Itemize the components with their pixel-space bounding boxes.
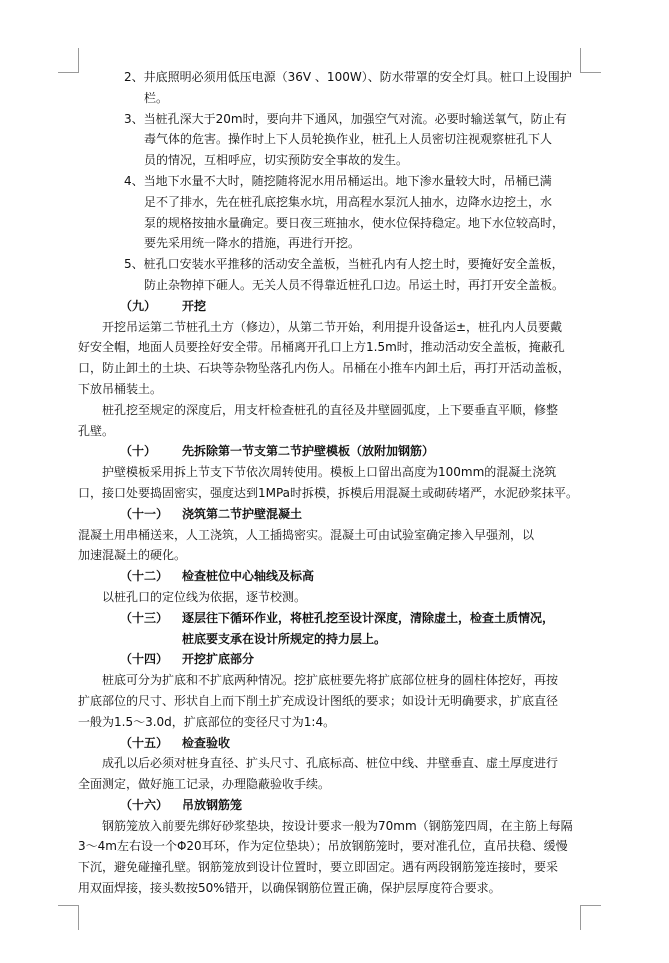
list-item-line: 员的情况，互相呼应，切实预防安全事故的发生。 xyxy=(144,153,409,168)
list-item-line: 栏。 xyxy=(144,90,169,105)
list-item-line: 足不了排水，先在桩孔底挖集水坑，用高程水泵沉人抽水，边降水边挖土，水 xyxy=(144,194,553,209)
paragraph-line: 开挖吊运第二节桩孔土方（修边），从第二节开始，利用提升设备运±，桩孔内人员要戴 xyxy=(102,319,563,334)
list-item-line: 要先采用统一降水的措施，再进行开挖。 xyxy=(144,236,361,251)
section-heading-13: （十三） 逐层往下循环作业，将桩孔挖至设计深度，清除虚土，检查土质情况， xyxy=(120,610,555,625)
paragraph-line: 加速混凝土的硬化。 xyxy=(78,548,187,563)
list-item-line: 防止杂物掉下砸人。无关人员不得靠近桩孔口边。吊运土时，再打开安全盖板。 xyxy=(144,277,565,292)
paragraph-line: 好安全帽，地面人员要拴好安全带。吊桶离开孔口上方1.5m时，推动活动安全盖板，掩蔽孔 xyxy=(78,340,565,355)
paragraph-line: 护壁模板采用拆上节支下节依次周转使用。模板上口留出高度为100mm的混凝土浇筑 xyxy=(102,465,557,480)
section-heading-15: （十五） 检查验收 xyxy=(120,735,231,750)
paragraph-line: 以桩孔口的定位线为依据，逐节校测。 xyxy=(102,589,307,604)
crop-mark-bottom-right xyxy=(580,905,601,930)
paragraph-line: 全面测定，做好施工记录，办理隐蔽验收手续。 xyxy=(78,777,331,792)
list-item-2: 2、井底照明必须用低压电源（36V 、100W）、防水带罩的安全灯具。桩口上设围护 xyxy=(124,70,572,84)
list-item-4: 4、当地下水量不大时，随挖随将泥水用吊桶运出。地下渗水量较大时，吊桶已满 xyxy=(124,173,552,188)
list-item-line: 毒气体的危害。操作时上下人员轮换作业，桩孔上人员密切注视观察桩孔下人 xyxy=(144,132,553,147)
section-heading-12: （十二） 检查桩位中心轴线及标高 xyxy=(120,569,315,584)
paragraph-line: 下放吊桶装土。 xyxy=(78,381,163,396)
document-body xyxy=(78,67,586,899)
section-heading-11: （十一） 浇筑第二节护壁混凝土 xyxy=(120,506,303,521)
paragraph-line: 孔壁。 xyxy=(78,423,115,438)
paragraph-line: 桩底可分为扩底和不扩底两种情况。挖扩底桩要先将扩底部位桩身的圆柱体挖好，再按 xyxy=(102,673,559,688)
paragraph-line: 桩孔挖至规定的深度后，用支杆检查桩孔的直径及井壁圆弧度，上下要垂直平顺，修整 xyxy=(102,402,559,417)
section-heading-10: （十） 先拆除第一节支第二节护壁模板（放附加钢筋） xyxy=(120,444,435,459)
section-heading-14: （十四） 开挖扩底部分 xyxy=(120,652,255,667)
paragraph-line: 一般为1.5～3.0d，扩底部位的变径尺寸为1:4。 xyxy=(78,714,336,729)
paragraph-line: 3～4m左右设一个Φ20耳环，作为定位垫块）；吊放钢筋笼时，要对准孔位，直吊扶稳、缓慢 xyxy=(78,839,568,854)
list-item-3: 3、当桩孔深大于20m时，要向井下通风，加强空气对流。必要时输送氧气，防止有 xyxy=(124,111,567,126)
paragraph-line: 用双面焊接，接头数按50%错开，以确保钢筋位置正确，保护层厚度符合要求。 xyxy=(78,881,501,896)
paragraph-line: 下沉，避免碰撞孔壁。钢筋笼放到设计位置时，要立即固定。遇有两段钢筋笼连接时，要采 xyxy=(78,860,559,875)
section-heading-16: （十六） 吊放钢筋笼 xyxy=(120,797,243,812)
paragraph-line: 混凝土用串桶送来，人工浇筑，人工插捣密实。混凝土可由试验室确定掺入早强剂，以 xyxy=(78,527,535,542)
list-item-5: 5、桩孔口安装水平推移的活动安全盖板，当桩孔内有人挖土时，要掩好安全盖板， xyxy=(124,257,564,272)
paragraph-line: 钢筋笼放入前要先绑好砂浆垫块，按设计要求一般为70mm（钢筋笼四周，在主筋上每隔 xyxy=(102,818,573,833)
paragraph-line: 成孔以后必须对桩身直径、扩头尺寸、孔底标高、桩位中线、井壁垂直、虚土厚度进行 xyxy=(102,756,559,771)
section-heading-9: （九） 开挖 xyxy=(120,298,207,313)
paragraph-line: 口，接口处要捣固密实，强度达到1MPa时拆模，拆模后用混凝土或砌砖堵严，水泥砂浆抹平。 xyxy=(78,485,579,500)
crop-mark-top-left xyxy=(58,48,79,73)
section-heading-13-cont: 桩底要支承在设计所规定的持力层上。 xyxy=(182,631,387,646)
paragraph-line: 口，防止卸土的土块、石块等杂物坠落孔内伤人。吊桶在小推车内卸土后，再打开活动盖板， xyxy=(78,361,571,376)
crop-mark-bottom-left xyxy=(58,905,79,930)
paragraph-line: 扩底部位的尺寸、形状自上而下削土扩充成设计图纸的要求；如设计无明确要求，扩底直径 xyxy=(78,693,559,708)
list-item-line: 泵的规格按抽水量确定。要日夜三班抽水，使水位保持稳定。地下水位较高时， xyxy=(144,215,565,230)
